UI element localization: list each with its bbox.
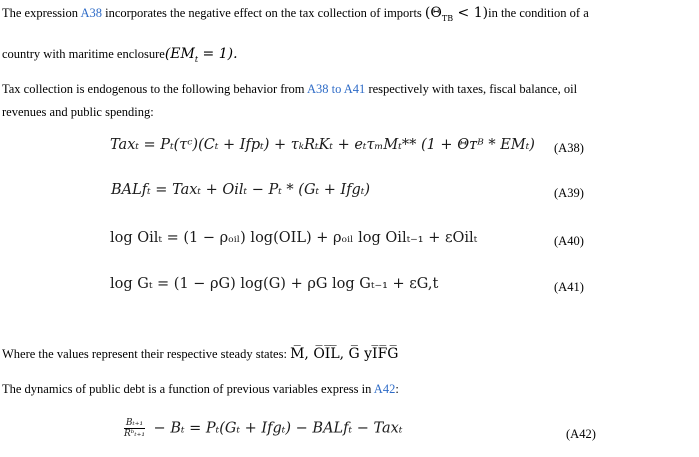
paragraph-public-debt — [2, 381, 399, 397]
text: country with maritime enclosure — [2, 47, 165, 61]
math-theta-tb: $(\Theta_{TB} < 1)$ — [424, 5, 489, 23]
text: in the condition of a — [488, 6, 589, 20]
equation-a40: log Oilₜ = (1 − ρₒᵢₗ) log(OIL) + ρₒᵢₗ log Oilₜ₋₁ + εOilₜ — [110, 230, 478, 246]
paragraph-maritime — [2, 46, 238, 68]
equation-link-a42[interactable]: A42 — [373, 382, 396, 396]
equation-number-a39: (A39) — [554, 186, 584, 200]
equation-number-a40: (A40) — [554, 234, 584, 248]
equation-link-a38[interactable]: A38 — [80, 6, 102, 20]
paragraph-steady-states — [2, 346, 399, 362]
equation-number-a41: (A41) — [554, 280, 584, 294]
paragraph-tax-collection-cont: revenues and public spending: — [2, 105, 154, 119]
text: The expression — [2, 6, 81, 20]
text: Tax collection is endogenous to the following behavior from — [2, 82, 307, 96]
equation-a38: Taxₜ = Pₜ(τᶜ)(Cₜ + Ifpₜ) + τₖRₜKₜ + eₜτₘMₜ** (1 + Θᴛᴮ * EMₜ) — [110, 137, 535, 153]
equation-number-a42: (A42) — [566, 427, 596, 441]
text: incorporates the negative effect on the tax collection of imports — [102, 6, 425, 20]
equation-a39: BALfₜ = Taxₜ + Oilₜ − Pₜ * (Gₜ + Ifgₜ) — [111, 182, 371, 198]
equation-a42: $\frac{\text{Bₜ₊₁}}{\text{Rᵇₜ₊₁}}$ − Bₜ = Pₜ(Gₜ + Ifgₜ) − BALfₜ − Taxₜ — [124, 418, 403, 439]
text: respectively with taxes, fiscal balance, oil — [365, 82, 578, 96]
equation-a41: log Gₜ = (1 − ρG) log(G) + ρG log Gₜ₋₁ + εG,t — [110, 276, 439, 292]
paragraph-tax-collection — [2, 81, 577, 97]
text: The dynamics of public debt is a function of previous variables express in — [2, 382, 374, 396]
equation-link-a38-a41[interactable]: A38 to A41 — [306, 82, 366, 96]
text: Where the values represent their respective steady states: — [2, 347, 291, 361]
equation-number-a38: (A38) — [554, 141, 584, 155]
math-steady-states: M̅, O̅I̅L̅, G̅ yI̅F̅G̅ — [290, 346, 399, 362]
fraction: $\frac{\text{Bₜ₊₁}}{\text{Rᵇₜ₊₁}}$ — [124, 418, 145, 439]
text: : — [395, 382, 399, 396]
paragraph-intro — [2, 5, 589, 27]
math-em: $(EM_t = 1)$. — [164, 46, 238, 64]
